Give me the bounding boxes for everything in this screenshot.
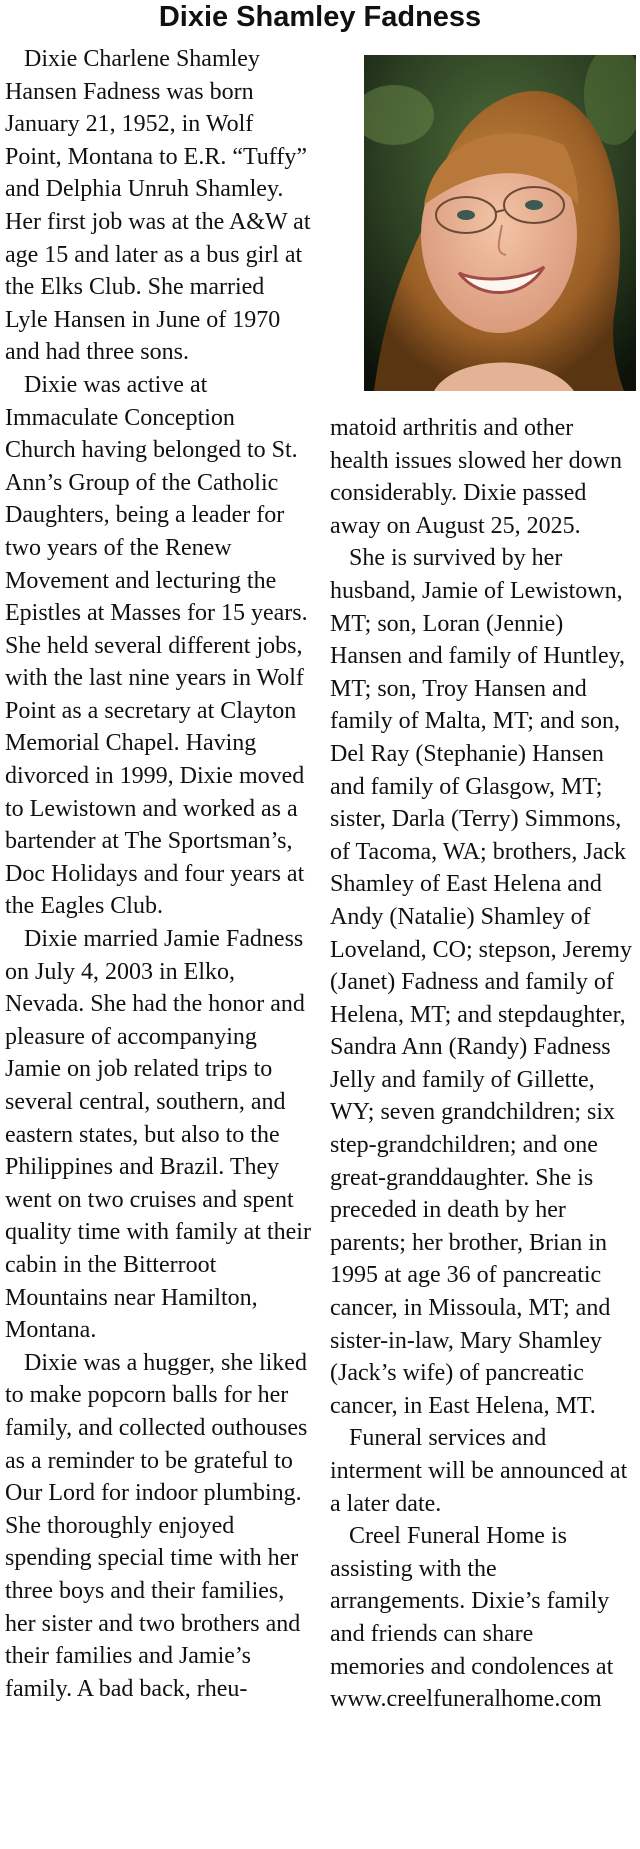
portrait-photo [364,55,636,391]
obituary-title: Dixie Shamley Fadness [158,1,482,33]
paragraph-survivors: She is survived by her husband, Jamie of Lewistown, MT; son, Loran (Jennie) Hansen and family of Huntley, MT; son, Troy Hansen and family of Malta, MT; and son, Del Ray (Stephanie) Hansen and family of Glasgow, MT; sister, Darla (Terry) Simmons, of Tacoma, WA; brothers, Jack Shamley of East Helena and Andy (Natalie) Shamley of Loveland, CO; stepson, Jeremy (Janet) Fadness and family of Helena, MT; and stepdaughter, Sandra Ann (Randy) Fadness Jelly and family of Gillette, WY; seven grandchildren; six step-grandchildren; and one great-granddaughter. She is preceded in death by her parents; her brother, Brian in 1995 at age 36 of pancreatic cancer, in Missoula, MT; and sister-in-law, Mary Shamley (Jack’s wife) of pancreatic cancer, in East Helena, MT. [330,545,632,1419]
portrait-image [364,55,636,391]
paragraph-marriage-and-travel: Dixie married Jamie Fadness on July 4, 2003 in Elko, Nevada. She had the honor and pleasure of accompanying Jamie on job related trips to several central, southern, and eastern states, but also to the Philippines and Brazil. They went on two cruises and spent quality time with family at their cabin in the Bitterroot Mountains near Hamilton, Montana. [5,926,311,1344]
paragraph-funeral-home: Creel Funeral Home is assisting with the arrangements. Dixie’s family and friends can share memories and condolences at www.creelfuneralhome.com [330,1523,614,1713]
right-column [330,412,632,1716]
paragraph-services: Funeral services and interment will be announced at a later date. [330,1425,628,1517]
paragraph-church-and-work: Dixie was active at Immaculate Conception Church having belonged to St. Ann’s Group of the Catholic Daughters, being a leader for two years of the Renew Movement and lecturing the Epistles at Masses for 15 years. She held several different jobs, with the last nine years in Wolf Point as a secretary at Clayton Memorial Chapel. Having divorced in 1999, Dixie moved to Lewistown and worked as a bartender at The Sportsman’s, Doc Holidays and four years at the Eagles Club. [5,371,308,920]
left-column [5,43,311,1705]
paragraph-birth: Dixie Charlene Shamley Hansen Fadness was born January 21, 1952, in Wolf Point, Montana to E.R. “Tuffy” and Delphia Unruh Shamley. Her first job was at the A&W at age 15 and later as a bus girl at the Elks Club. She married Lyle Hansen in June of 1970 and had three sons. [5,46,311,366]
paragraph-hobbies: Dixie was a hugger, she liked to make popcorn balls for her family, and collected outhouses as a reminder to be grateful to Our Lord for indoor plumbing. She thoroughly enjoyed spending special time with her three boys and their families, her sister and two brothers and their families and Jamie’s family. A bad back, rheu- [5,1349,308,1702]
paragraph-continuation: matoid arthritis and other health issues slowed her down considerably. Dixie passed away on August 25, 2025. [330,415,622,539]
